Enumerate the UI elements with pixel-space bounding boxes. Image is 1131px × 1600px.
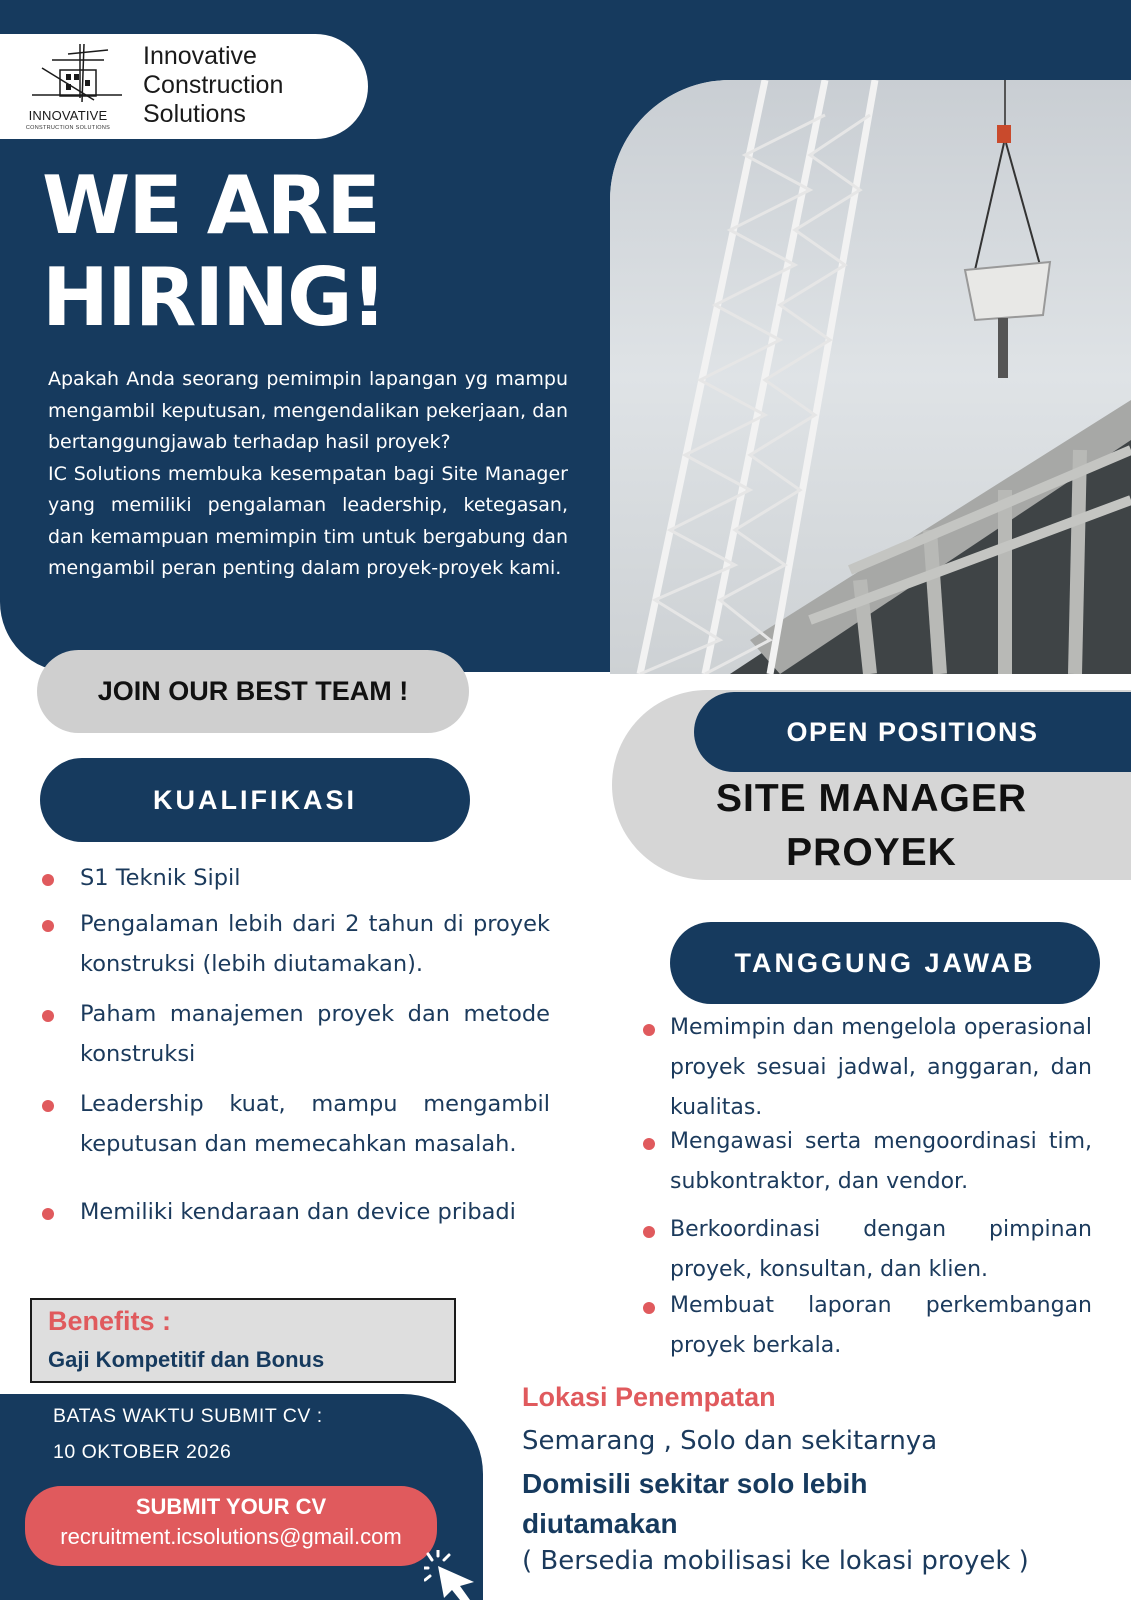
- benefits-title: Benefits :: [48, 1306, 172, 1336]
- deadline-label: BATAS WAKTU SUBMIT CV :: [53, 1405, 323, 1427]
- submit-email-link[interactable]: recruitment.icsolutions@gmail.com: [60, 1524, 402, 1549]
- bullet-dot-icon: [643, 1024, 655, 1036]
- intro-paragraph: Apakah Anda seorang pemimpin lapangan yg mampu mengambil keputusan, mengendalikan pekerjaan, dan bertanggungjawab terhadap hasil proyek?: [48, 368, 568, 453]
- list-item-text: Paham manajemen proyek dan metode konstruksi: [80, 1001, 550, 1067]
- tanggung-jawab-heading: TANGGUNG JAWAB: [670, 922, 1100, 1004]
- list-item: [40, 858, 550, 898]
- company-name-line: Construction: [143, 71, 284, 99]
- benefits-text: Gaji Kompetitif dan Bonus: [48, 1347, 325, 1372]
- list-item-text: Leadership kuat, mampu mengambil keputusan dan memecahkan masalah.: [80, 1091, 550, 1157]
- location-note: ( Bersedia mobilisasi ke lokasi proyek ): [522, 1546, 1029, 1576]
- join-team-banner: JOIN OUR BEST TEAM !: [37, 650, 469, 733]
- list-item-text: S1 Teknik Sipil: [80, 865, 241, 891]
- logo-subtitle: CONSTRUCTION SOLUTIONS: [25, 125, 111, 131]
- list-item: [40, 1084, 550, 1164]
- list-item-text: Memiliki kendaraan dan device pribadi: [80, 1199, 516, 1225]
- position-title-line: PROYEK: [786, 831, 957, 874]
- bullet-dot-icon: [42, 1010, 54, 1022]
- intro-text: [48, 364, 568, 585]
- bullet-dot-icon: [42, 874, 54, 886]
- list-item: [640, 1286, 1092, 1366]
- list-item: [640, 1122, 1092, 1202]
- company-name-line: Innovative: [143, 42, 257, 70]
- list-item-text: Mengawasi serta mengoordinasi tim, subkontraktor, dan vendor.: [670, 1129, 1092, 1194]
- position-title-line: SITE MANAGER: [715, 777, 1027, 820]
- position-title: [612, 772, 1131, 880]
- list-item-text: Membuat laporan perkembangan proyek berkala.: [670, 1293, 1092, 1358]
- bullet-dot-icon: [42, 1208, 54, 1220]
- list-item: [640, 1008, 1092, 1128]
- list-item-text: Memimpin dan mengelola operasional proyek sesuai jadwal, anggaran, dan kualitas.: [670, 1015, 1092, 1120]
- location-cities: Semarang , Solo dan sekitarnya: [522, 1426, 938, 1456]
- list-item: [40, 904, 550, 984]
- headline-line: WE ARE: [42, 159, 379, 252]
- kualifikasi-heading: KUALIFIKASI: [40, 758, 470, 842]
- logo-wordmark: INNOVATIVE: [28, 108, 108, 123]
- intro-paragraph: IC Solutions membuka kesempatan bagi Site Manager yang memiliki pengalaman leadership, ketegasan, dan kemampuan memimpin tim untuk bergabung dan mengambil peran penting dalam proyek-proyek kami.: [48, 462, 568, 579]
- location-title: Lokasi Penempatan: [522, 1382, 776, 1412]
- hiring-headline: [42, 160, 582, 344]
- bullet-dot-icon: [643, 1226, 655, 1238]
- submit-cv-label[interactable]: SUBMIT YOUR CV: [135, 1494, 327, 1519]
- bullet-dot-icon: [643, 1302, 655, 1314]
- headline-line: HIRING!: [42, 251, 386, 344]
- bullet-dot-icon: [42, 920, 54, 932]
- list-item: [40, 994, 550, 1074]
- deadline-date: 10 OKTOBER 2026: [53, 1441, 232, 1463]
- list-item-text: Berkoordinasi dengan pimpinan proyek, konsultan, dan klien.: [670, 1217, 1092, 1282]
- construction-crane-photo: [610, 80, 1131, 674]
- bullet-dot-icon: [643, 1138, 655, 1150]
- location-domicile: Domisili sekitar solo lebih diutamakan: [522, 1468, 868, 1539]
- open-positions-label: OPEN POSITIONS: [694, 692, 1131, 772]
- list-item: [40, 1192, 550, 1232]
- list-item-text: Pengalaman lebih dari 2 tahun di proyek konstruksi (lebih diutamakan).: [80, 911, 550, 977]
- click-cursor-icon: [424, 1550, 484, 1600]
- company-name: [143, 42, 353, 129]
- list-item: [640, 1210, 1092, 1290]
- bullet-dot-icon: [42, 1100, 54, 1112]
- company-name-line: Solutions: [143, 100, 246, 128]
